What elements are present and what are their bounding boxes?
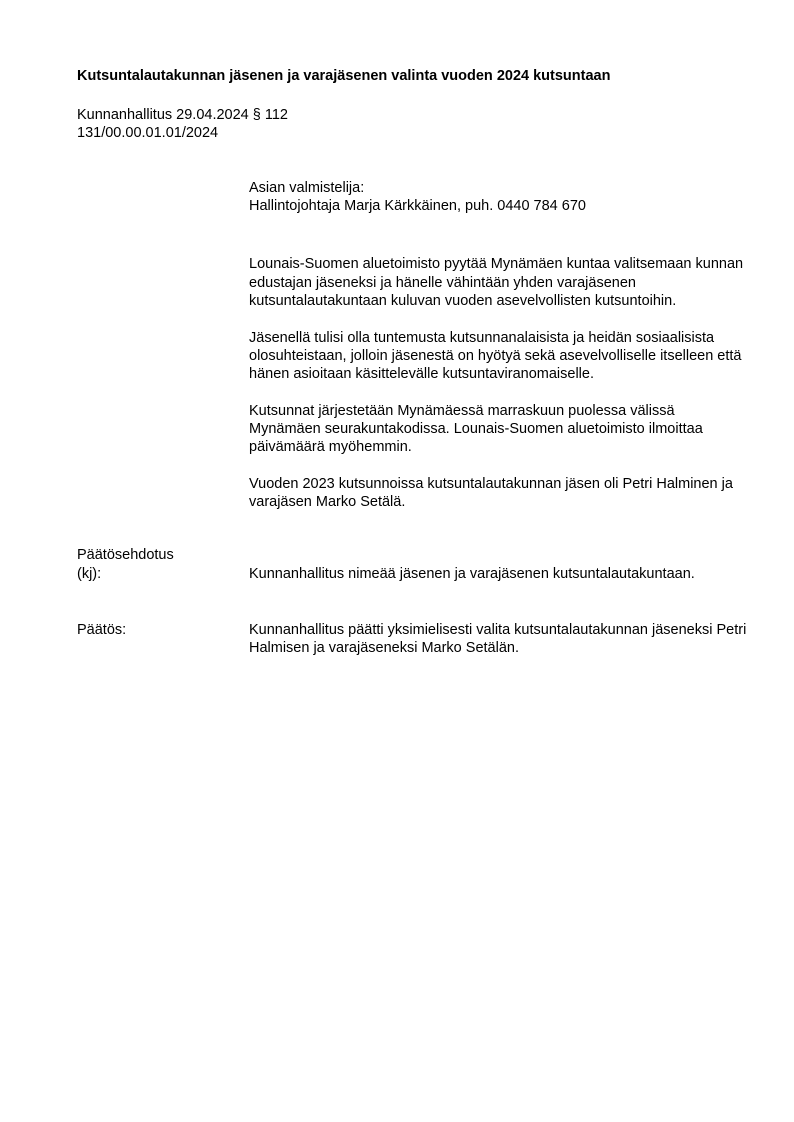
decision-label: Päätös:	[77, 622, 127, 638]
proposal-label: Päätösehdotus	[77, 547, 174, 563]
proposal-text: Kunnanhallitus nimeää jäsenen ja varajäsenen kutsuntalautakuntaan.	[249, 566, 695, 582]
preparer-block	[249, 179, 749, 215]
document-title: Kutsuntalautakunnan jäsenen ja varajäsenen valinta vuoden 2024 kutsuntaan	[77, 68, 611, 84]
meeting-reference: Kunnanhallitus 29.04.2024 § 112	[77, 107, 288, 123]
document-meta	[77, 106, 288, 142]
proposal-label-kj: (kj):	[77, 566, 102, 582]
body-paragraph: Lounais-Suomen aluetoimisto pyytää Mynämäen kuntaa valitsemaan kunnan edustajan jäseneksi ja hänelle vähintään yhden varajäsenen kutsuntalautakuntaan kuluvan vuoden asevelvollisten kutsuntoihin.	[249, 256, 744, 309]
record-id: 131/00.00.01.01/2024	[77, 125, 219, 141]
preparer-label: Asian valmistelija:	[249, 180, 365, 196]
body-paragraph: Kutsunnat järjestetään Mynämäessä marraskuun puolessa välissä Mynämäen seurakuntakodissa. Lounais-Suomen aluetoimisto ilmoittaa päivämäärä myöhemmin.	[249, 402, 703, 456]
document-body	[249, 179, 749, 530]
body-paragraph: Vuoden 2023 kutsunnoissa kutsuntalautakunnan jäsen oli Petri Halminen ja varajäsen Marko Setälä.	[249, 475, 733, 510]
body-paragraph: Jäsenellä tulisi olla tuntemusta kutsunnanalaisista ja heidän sosiaalisista olosuhteistaan, jolloin jäsenestä on hyötyä sekä asevelvolliselle itselleen että hänen asioitaan käsittelevälle kutsuntaviranomaiselle.	[249, 329, 742, 382]
preparer-name: Hallintojohtaja Marja Kärkkäinen, puh. 0440 784 670	[249, 198, 586, 215]
decision-text: Kunnanhallitus päätti yksimielisesti valita kutsuntalautakunnan jäseneksi Petri Halmisen ja varajäseneksi Marko Setälän.	[249, 622, 747, 657]
